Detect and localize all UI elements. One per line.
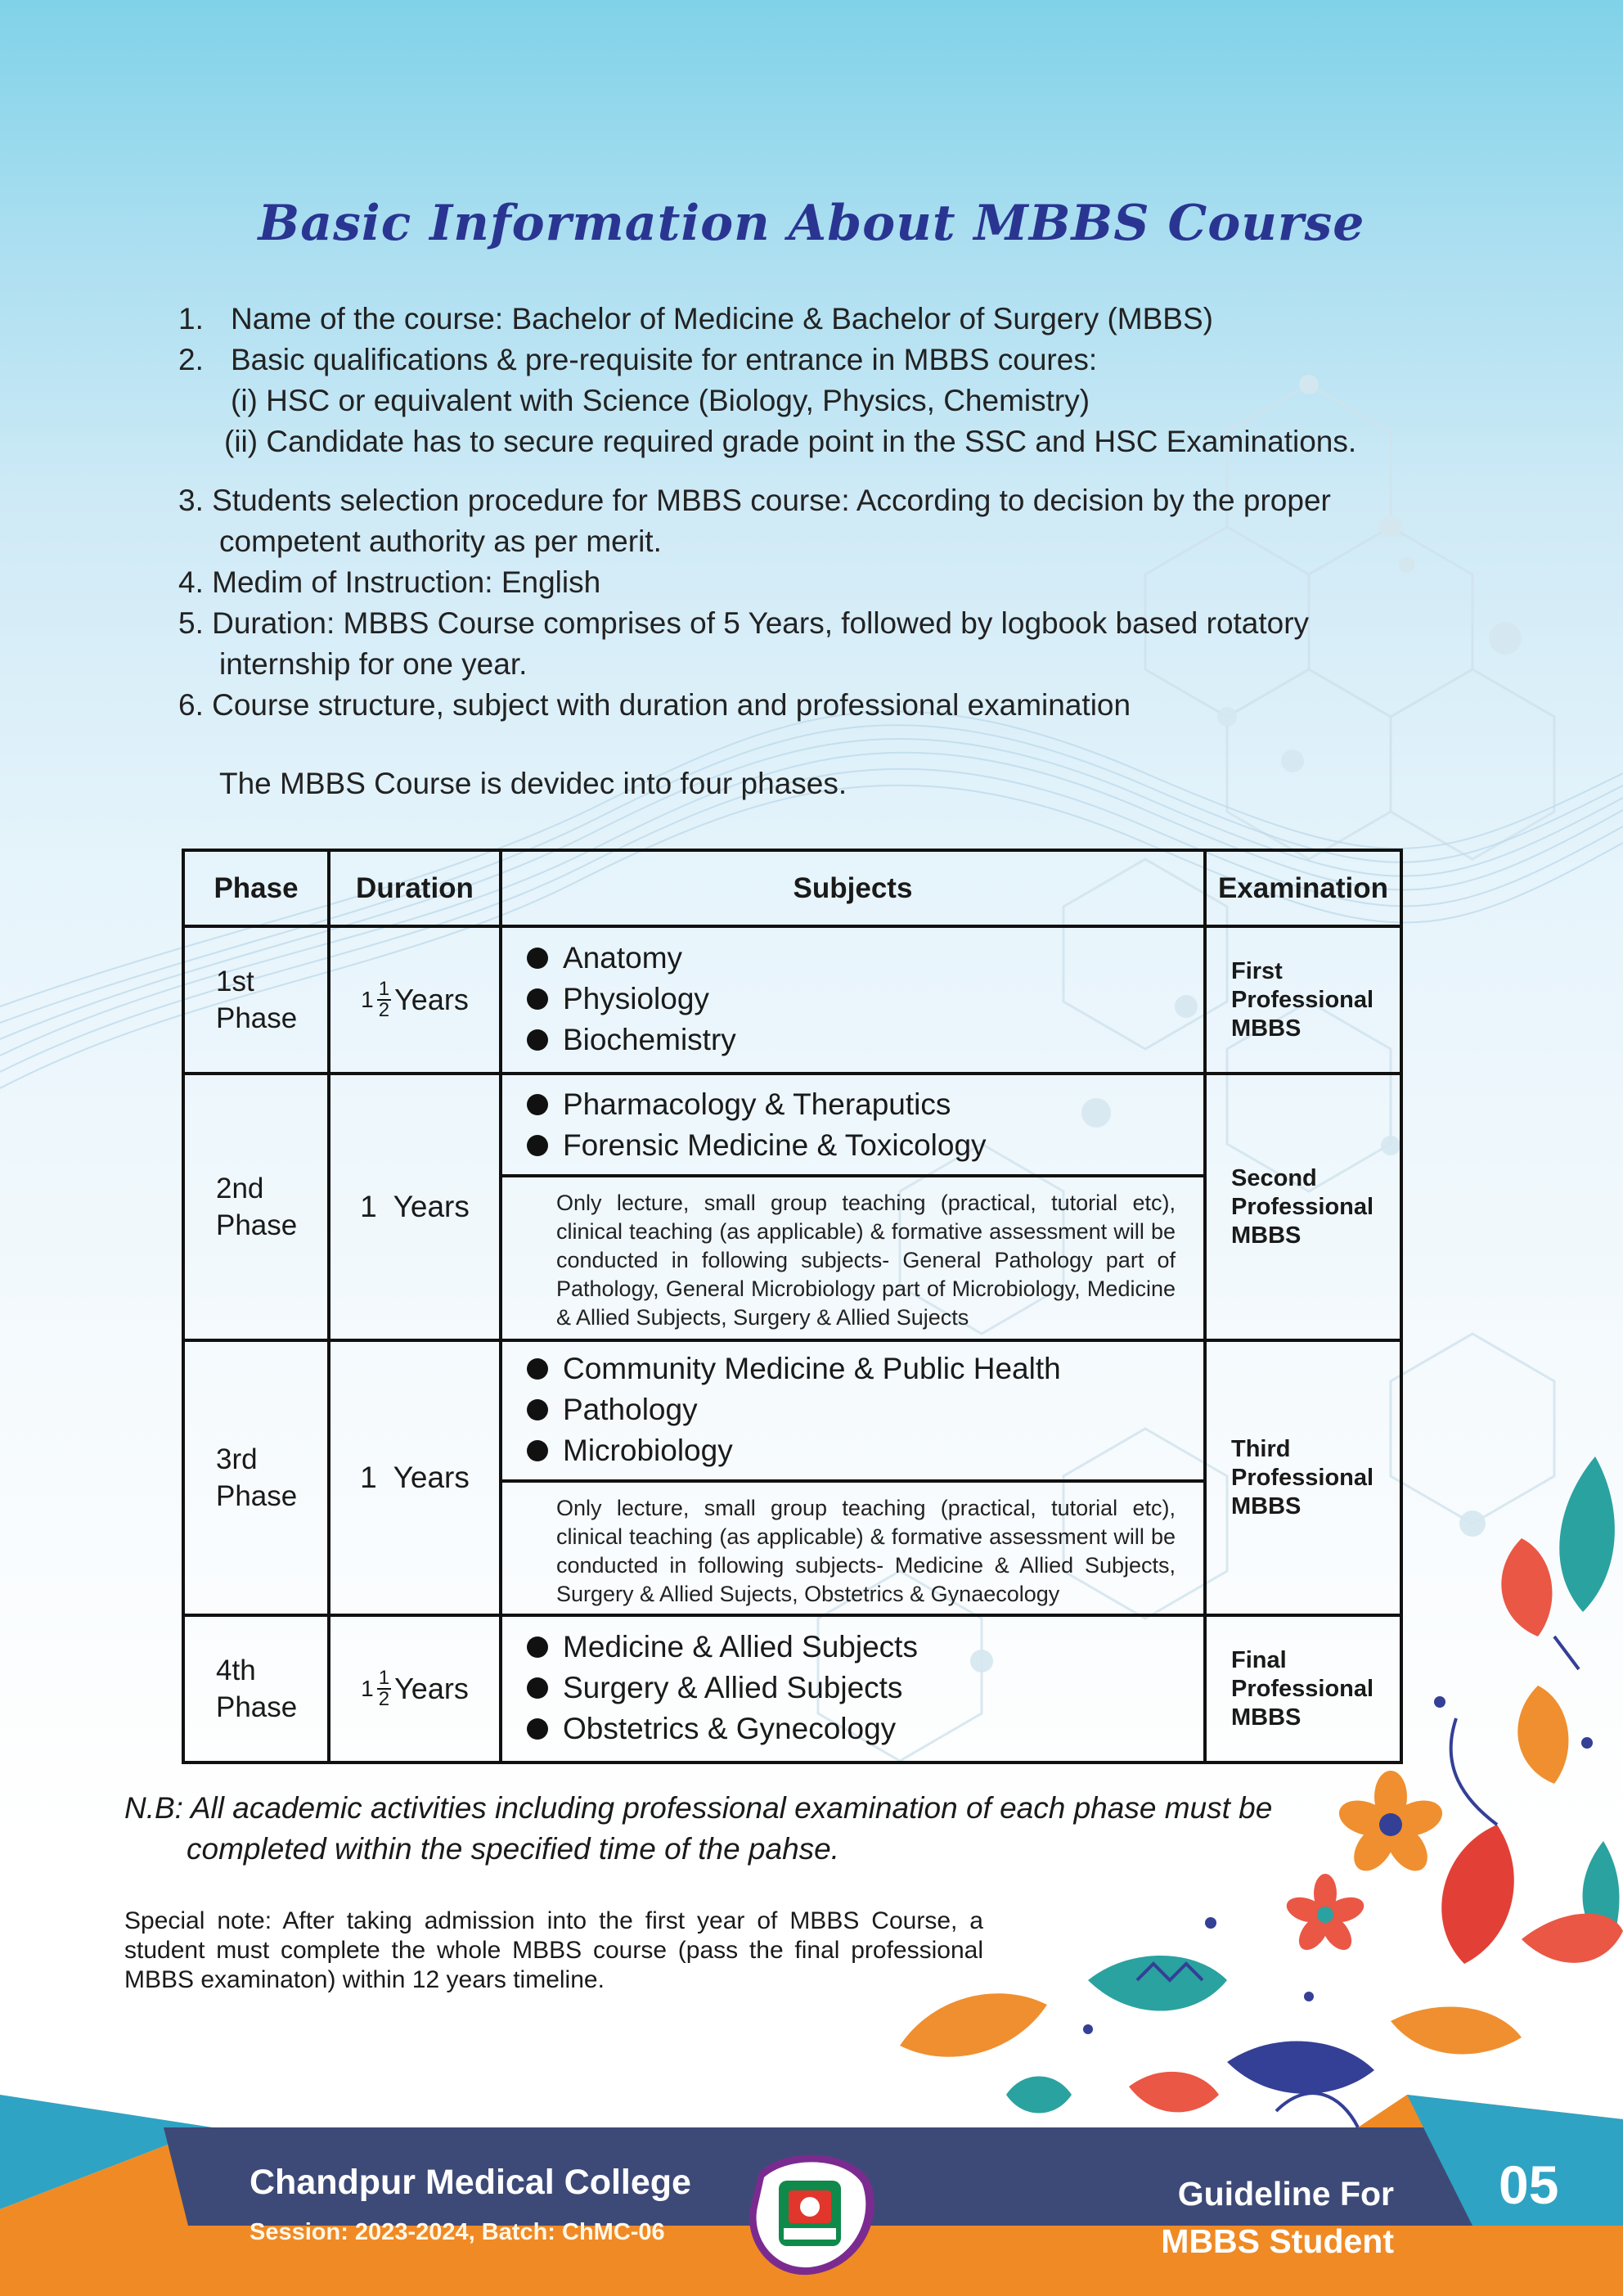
subjects-note: Only lecture, small group teaching (practical, tutorial etc), clinical teaching (as applicable) & formative assessment will be conducted in following subjects- Medicine & Allied Subjects, Surgery & Allied Sujects, Obstetrics & Gynaecology xyxy=(502,1479,1203,1614)
table-header-row xyxy=(183,850,1401,926)
duration-cell xyxy=(329,926,501,1074)
subject-item: Physiology xyxy=(527,979,1187,1020)
duration-cell: 1 Years xyxy=(329,1074,501,1340)
header-duration: Duration xyxy=(329,850,501,926)
page-number: 05 xyxy=(1499,2154,1559,2215)
subjects-cell xyxy=(501,1074,1205,1340)
phase-cell: 4th Phase xyxy=(183,1615,329,1763)
subject-item: Forensic Medicine & Toxicology xyxy=(527,1125,1187,1166)
subject-item: Biochemistry xyxy=(527,1020,1187,1060)
bullet-dot-icon xyxy=(527,1677,548,1699)
subject-item: Pathology xyxy=(527,1389,1187,1430)
bullet-dot-icon xyxy=(527,1636,548,1658)
subject-item: Surgery & Allied Subjects xyxy=(527,1668,1187,1708)
subjects-cell xyxy=(501,1615,1205,1763)
info-item-1: 1. Name of the course: Bachelor of Medicine & Bachelor of Surgery (MBBS) xyxy=(178,302,1213,335)
table-row xyxy=(183,1340,1401,1615)
table-row xyxy=(183,926,1401,1074)
examination-cell: Second Professional MBBS xyxy=(1205,1074,1401,1340)
session-info: Session: 2023-2024, Batch: ChMC-06 xyxy=(250,2219,665,2245)
subject-item: Medicine & Allied Subjects xyxy=(527,1627,1187,1668)
duration-fraction: 1 1 2 Years xyxy=(361,1667,469,1710)
examination-cell: Final Professional MBBS xyxy=(1205,1615,1401,1763)
bullet-dot-icon xyxy=(527,1440,548,1461)
bullet-dot-icon xyxy=(527,1358,548,1380)
info-item-6: 6. Course structure, subject with duration and professional examination xyxy=(178,688,1131,722)
nb-note: N.B: All academic activities including professional examination of each phase must be completed within the specified time of the pahse. xyxy=(124,1791,1273,1866)
subject-item: Microbiology xyxy=(527,1430,1187,1471)
bullet-dot-icon xyxy=(527,1094,548,1115)
bullet-dot-icon xyxy=(527,988,548,1010)
info-item-2-ii: (ii) Candidate has to secure required grade point in the SSC and HSC Examinations. xyxy=(224,425,1357,458)
college-name: Chandpur Medical College xyxy=(250,2163,691,2202)
subject-item: Obstetrics & Gynecology xyxy=(527,1708,1187,1749)
subject-item: Anatomy xyxy=(527,938,1187,979)
duration-cell xyxy=(329,1615,501,1763)
bullet-dot-icon xyxy=(527,1029,548,1051)
guideline-label: Guideline For MBBS Student xyxy=(1161,2175,1394,2260)
bullet-dot-icon xyxy=(527,948,548,969)
header-subjects: Subjects xyxy=(501,850,1205,926)
subject-item: Community Medicine & Public Health xyxy=(527,1348,1187,1389)
examination-cell: First Professional MBBS xyxy=(1205,926,1401,1074)
phase-cell: 3rd Phase xyxy=(183,1340,329,1615)
phases-intro: The MBBS Course is devidec into four phases. xyxy=(219,767,847,800)
duration-cell: 1 Years xyxy=(329,1340,501,1615)
phase-cell: 1st Phase xyxy=(183,926,329,1074)
info-item-4: 4. Medim of Instruction: English xyxy=(178,565,601,599)
examination-cell: Third Professional MBBS xyxy=(1205,1340,1401,1615)
header-examination: Examination xyxy=(1205,850,1401,926)
subjects-note: Only lecture, small group teaching (practical, tutorial etc), clinical teaching (as applicable) & formative assessment will be conducted in following subjects- General Pathology part of Pathology, General Microbiology part of Microbiology, Medicine & Allied Subjects, Surgery & Allied Sujects xyxy=(502,1174,1203,1337)
info-item-3: 3. Students selection procedure for MBBS course: According to decision by the proper xyxy=(178,484,1331,517)
course-info-list xyxy=(178,299,1422,804)
phases-table xyxy=(182,849,1403,1764)
info-item-5: 5. Duration: MBBS Course comprises of 5 Years, followed by logbook based rotatory xyxy=(178,606,1310,640)
bullet-dot-icon xyxy=(527,1135,548,1156)
table-row xyxy=(183,1074,1401,1340)
info-item-3-cont: competent authority as per merit. xyxy=(219,524,662,558)
special-note: Special note: After taking admission into the first year of MBBS Course, a student must complete the whole MBBS course (pass the final professional MBBS examinaton) within 12 years timeline. xyxy=(124,1907,983,1993)
subjects-cell xyxy=(501,1340,1205,1615)
phase-cell: 2nd Phase xyxy=(183,1074,329,1340)
table-row xyxy=(183,1615,1401,1763)
college-logo-icon xyxy=(743,2148,877,2279)
header-phase: Phase xyxy=(183,850,329,926)
subject-item: Pharmacology & Theraputics xyxy=(527,1084,1187,1125)
info-item-5-cont: internship for one year. xyxy=(219,647,528,681)
bullet-dot-icon xyxy=(527,1399,548,1420)
bullet-dot-icon xyxy=(527,1718,548,1740)
subjects-cell xyxy=(501,926,1205,1074)
info-item-2-i: (i) HSC or equivalent with Science (Biology, Physics, Chemistry) xyxy=(231,384,1090,417)
page-title: Basic Information About MBBS Course xyxy=(258,195,1365,252)
info-item-2: 2. Basic qualifications & pre-requisite for entrance in MBBS coures: xyxy=(178,343,1098,376)
duration-fraction: 1 1 2 Years xyxy=(361,978,469,1021)
